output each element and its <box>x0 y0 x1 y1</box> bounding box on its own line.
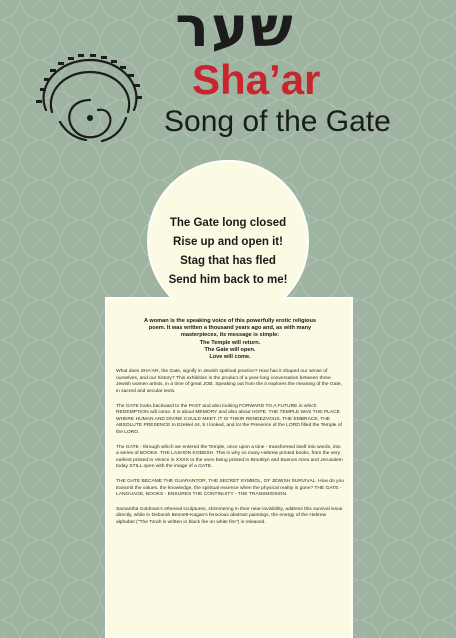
paragraph: Samantha Goldman's ethereal sculptures, shimmering in their near-invisibility, address this survival issue directly, while in Deborah Bennett-Kagan's ferocious abstract paintings, the energy of the Hebrew alphabet ("The Torah is written in black fire on white fire") is released. <box>116 506 343 525</box>
intro-line: masterpieces, its message is simple: <box>180 332 280 339</box>
intro-line: Love will come. <box>209 354 251 361</box>
intro-line: poem. It was written a thousand years ago and, as with many <box>148 325 312 332</box>
poem-line: Stag that has fled <box>180 255 276 267</box>
poem-line: Send him back to me! <box>168 274 288 286</box>
poem-line: Rise up and open it! <box>173 236 283 248</box>
intro-line: The Gate will open. <box>204 346 256 353</box>
poem <box>150 214 306 290</box>
subtitle-song-of-the-gate: Song of the Gate <box>164 105 391 138</box>
paragraph: The GATE - through which we entered the Temple, once upon a time - transformed itself into words, into a series of BOOKS. THE LASHON KODESH. This is why so many Hebrew printed books, from the very earliest printed in Venice in XXXX to the ones being printed in Brooklyn and Buenos Aires and Jerusalem today STILL open with the image of a GATE. <box>116 444 343 470</box>
paragraph: What does SHA'AR, the Gate, signify in Jewish spiritual practice? How has it shaped our sense of ourselves, and our history? This exhibition is the product of a year-long conversation between three Jewish women artists, in a time of great JOB. Speaking out from the it explores the meaning of the Gate, in sacred and secular texts. <box>116 369 342 394</box>
document-body <box>116 318 344 535</box>
intro-block <box>116 318 344 361</box>
paragraph: The GATE looks backward to the PAST and also looking FORWARD TO A FUTURE in which REDEMPTION will come. It is about MEMORY and also about HOPE. THE TEMPLE WAS THE PLACE WHERE HUMAN AND DIVINE COULD MEET. IT IS THEIR RENDEZVOUS, THE EMBRACE, THE ABSOLUTE PRESENCE In Ezekiel 44, 5 I looked, and lo! the Presence of the LORD filled the Temple of the LORD. <box>116 403 342 435</box>
paragraph: THE GATE BECAME THE GUARANTOR, THE SECRET SYMBOL, OF JEWISH SURVIVAL. How do you transmit the values, the knowledge, the spiritual essence when the physical reality is gone? THE GATE - LANGUAGE, BOOKS - ENSURES THE CONTINUITY - THE TRANSMISSION. <box>116 478 344 498</box>
title-shaar: Sha’ar <box>192 56 321 103</box>
intro-line: The Temple will return. <box>199 339 261 346</box>
hebrew-title: שער <box>175 0 295 60</box>
poem-line: The Gate long closed <box>169 217 287 229</box>
intro-line: A woman is the speaking voice of this powerfully erotic religious <box>144 318 316 324</box>
